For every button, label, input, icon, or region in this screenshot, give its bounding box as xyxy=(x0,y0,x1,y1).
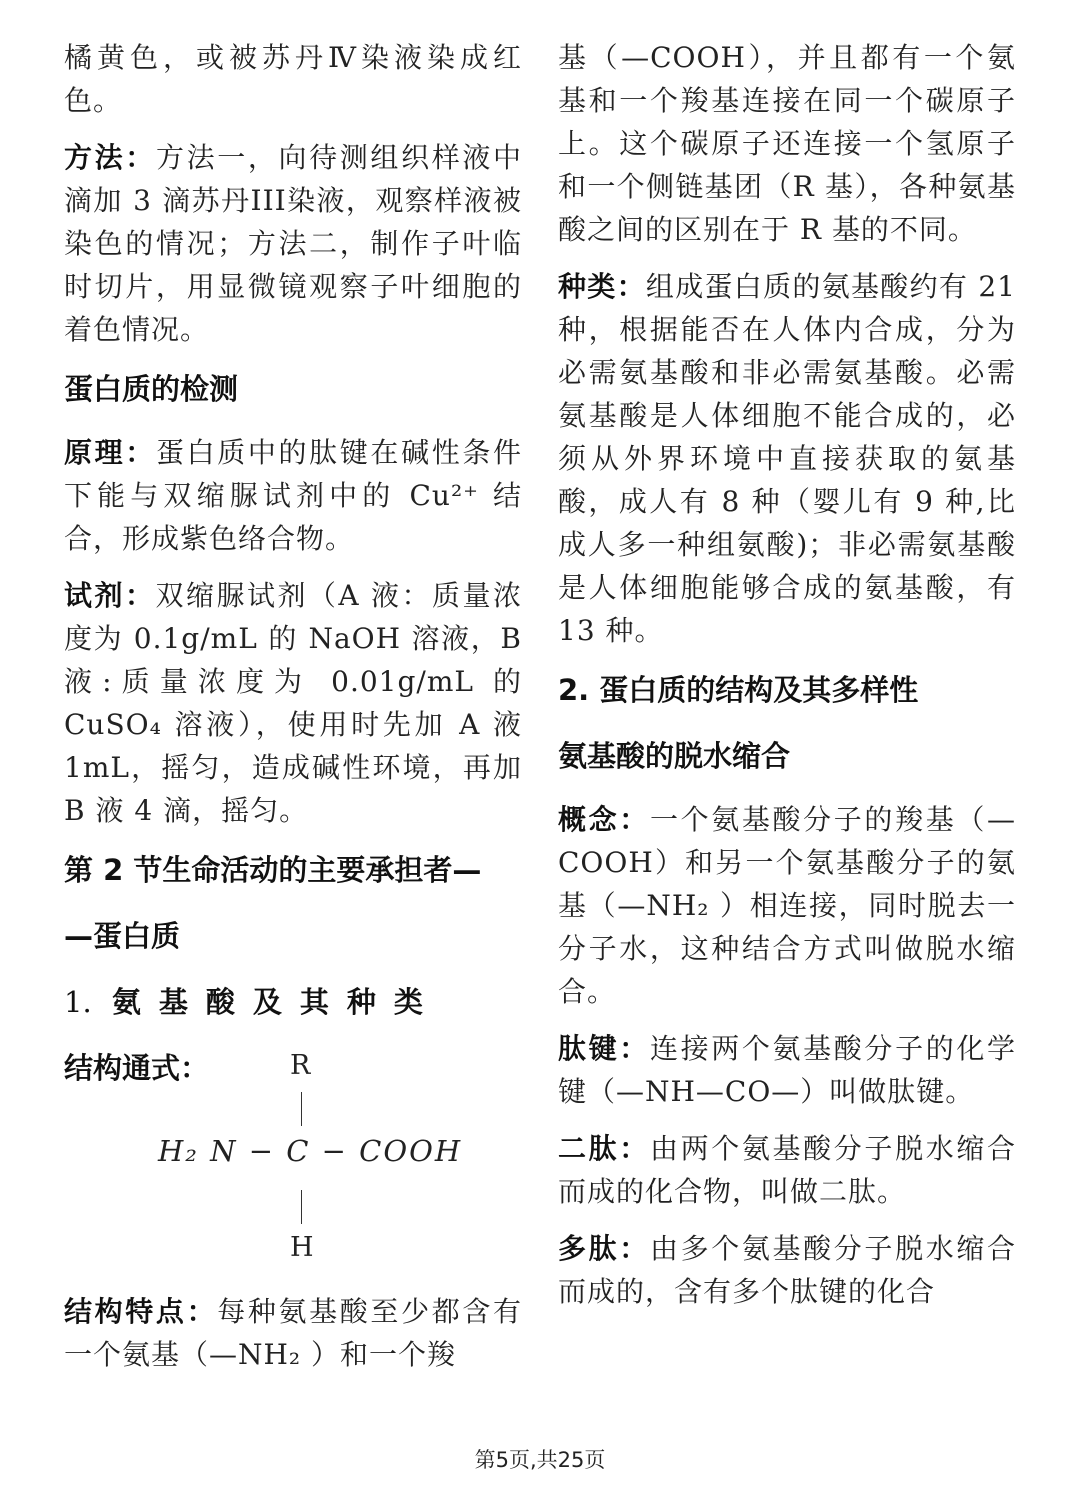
left-column xyxy=(64,36,522,1390)
page-number-footer: 第5页,共25页 xyxy=(474,1448,606,1472)
general-formula xyxy=(64,1044,522,1284)
kind-label: 种类： xyxy=(558,270,646,303)
concept-label: 概念： xyxy=(558,803,650,836)
paragraph-dipeptide xyxy=(558,1127,1016,1213)
paragraph-kinds xyxy=(558,265,1016,652)
concept-text: 一个氨基酸分子的羧基（—COOH）和另一个氨基酸分子的氨基（—NH₂ ）相连接，同时脱去一分子水，这种结合方式叫做脱水缩合。 xyxy=(558,803,1016,1008)
dipeptide-label: 二肽： xyxy=(558,1132,650,1165)
reagent-label: 试剂： xyxy=(64,579,156,612)
subheading-text: 氨基酸及其种类 xyxy=(111,985,441,1019)
principle-text: 蛋白质中的肽键在碱性条件下能与双缩脲试剂中的 Cu²⁺ 结合，形成紫色络合物。 xyxy=(64,436,522,555)
formula-bond-bottom xyxy=(301,1190,302,1224)
polypeptide-text: 由多个氨基酸分子脱水缩合而成的，含有多个肽键的化合 xyxy=(558,1232,1016,1308)
formula-hydrogen: H xyxy=(290,1232,314,1263)
paragraph-principle xyxy=(64,431,522,560)
feature-label: 结构特点： xyxy=(64,1295,218,1328)
reagent-text: 双缩脲试剂（A 液：质量浓度为 0.1g/mL 的 NaOH 溶液，B 液:质量浓度为 0.01g/mL 的 CuSO₄ 溶液），使用时先加 A 液 1mL，摇匀，造成碱性环境，再加 B 液 4 滴，摇匀。 xyxy=(64,579,522,827)
heading-protein-test: 蛋白质的检测 xyxy=(64,372,239,406)
formula-main: H₂ N − C − COOH xyxy=(158,1134,463,1168)
right-column xyxy=(558,36,1016,1327)
paragraph-structure-continued: 基（—COOH），并且都有一个氨基和一个羧基连接在同一个碳原子上。这个碳原子还连接一个氢原子和一个侧链基团（R 基），各种氨基酸之间的区别在于 R 基的不同。 xyxy=(558,41,1016,246)
paragraph-polypeptide xyxy=(558,1227,1016,1313)
peptide-label: 肽键： xyxy=(558,1032,650,1065)
paragraph-peptide-bond xyxy=(558,1027,1016,1113)
paragraph-method xyxy=(64,136,522,351)
paragraph-concept xyxy=(558,798,1016,1013)
formula-r-group: R xyxy=(290,1050,311,1081)
paragraph-sudan-color: 橘黄色，或被苏丹Ⅳ染液染成红色。 xyxy=(64,41,522,117)
formula-bond-top xyxy=(301,1092,302,1126)
section-heading-line-2: —蛋白质 xyxy=(64,919,181,953)
peptide-text: 连接两个氨基酸分子的化学键（—NH—CO—）叫做肽键。 xyxy=(558,1032,1016,1108)
dipeptide-text: 由两个氨基酸分子脱水缩合而成的化合物，叫做二肽。 xyxy=(558,1132,1016,1208)
heading-dehydration: 氨基酸的脱水缩合 xyxy=(558,739,791,773)
feature-text: 每种氨基酸至少都含有一个氨基（—NH₂ ）和一个羧 xyxy=(64,1295,522,1371)
subheading-amino-acids xyxy=(64,978,522,1026)
subheading-number: 1. xyxy=(64,985,92,1019)
method-text: 方法一，向待测组织样液中滴加 3 滴苏丹III染液，观察样液被染色的情况；方法二，制作子叶临时切片，用显微镜观察子叶细胞的着色情况。 xyxy=(64,141,522,346)
formula-label: 结构通式： xyxy=(64,1051,210,1085)
method-label: 方法： xyxy=(64,141,156,174)
section-heading-line-1: 第 2 节生命活动的主要承担者— xyxy=(64,853,482,887)
heading-protein-structure: 2. 蛋白质的结构及其多样性 xyxy=(558,673,919,707)
kind-text: 组成蛋白质的氨基酸约有 21 种，根据能否在人体内合成，分为必需氨基酸和非必需氨基酸。必需氨基酸是人体细胞不能合成的，必须从外界环境中直接获取的氨基酸，成人有 8 种（婴儿有 9 种,比成人多一种组氨酸)；非必需氨基酸是人体细胞能够合成的氨基酸，有 13 种。 xyxy=(558,270,1016,647)
paragraph-reagent xyxy=(64,574,522,832)
polypeptide-label: 多肽： xyxy=(558,1232,650,1265)
paragraph-structure-feature xyxy=(64,1290,522,1376)
principle-label: 原理： xyxy=(64,436,156,469)
